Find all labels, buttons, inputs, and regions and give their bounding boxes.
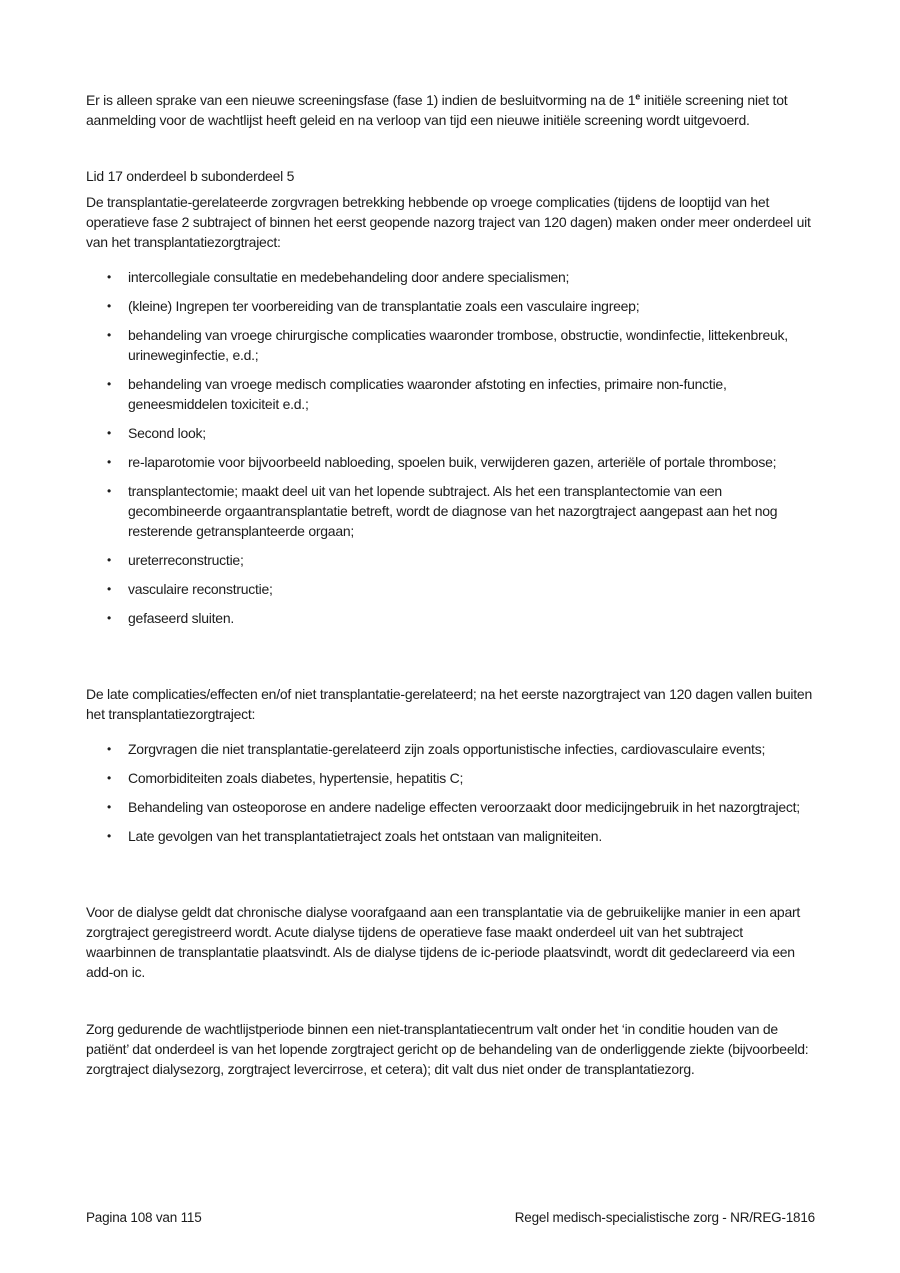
list-item-text: re-laparotomie voor bijvoorbeeld nabloeding, spoelen buik, verwijderen gazen, arteriële of portale thrombose; [128, 454, 777, 470]
early-complications-list [86, 267, 816, 628]
bullet-icon [107, 423, 128, 443]
list-item [86, 550, 816, 570]
list-item-text: intercollegiale consultatie en medebehandeling door andere specialismen; [128, 269, 570, 285]
list-item-text: gefaseerd sluiten. [128, 610, 235, 626]
list-item [86, 374, 816, 414]
list-item [86, 579, 816, 599]
bullet-icon [107, 608, 128, 628]
list-item [86, 481, 816, 541]
list-item [86, 452, 816, 472]
list-item-text: behandeling van vroege chirurgische complicaties waaronder trombose, obstructie, wondinfectie, littekenbreuk, urineweginfectie, e.d.; [128, 327, 788, 363]
late-complications-intro: De late complicaties/effecten en/of niet transplantatie-gerelateerd; na het eerste nazorgtraject van 120 dagen vallen buiten het transplantatiezorgtraject: [86, 686, 813, 722]
intro-text-after-superscript: initiële screening niet tot aanmelding voor de wachtlijst heeft geleid en na verloop van tijd een nieuwe initiële screening wordt uitgevoerd. [86, 92, 788, 128]
section-heading: Lid 17 onderdeel b subonderdeel 5 [86, 168, 295, 184]
bullet-icon [107, 267, 128, 287]
list-item [86, 423, 816, 443]
bullet-icon [107, 768, 128, 788]
intro-paragraph [86, 90, 816, 130]
list-item [86, 797, 816, 817]
document-content [86, 90, 816, 1079]
bullet-icon [107, 452, 128, 472]
list-item-text: Behandeling van osteoporose en andere nadelige effecten veroorzaakt door medicijngebruik in het nazorgtraject; [128, 799, 800, 815]
bullet-icon [107, 550, 128, 570]
bullet-icon [107, 739, 128, 759]
waitlist-paragraph: Zorg gedurende de wachtlijstperiode binnen een niet-transplantatiecentrum valt onder het ‘in conditie houden van de patiënt’ dat onderdeel is van het lopende zorgtraject gericht op de behandeling van de onderliggende ziekte (bijvoorbeeld: zorgtraject dialysezorg, zorgtraject levercirrose, et cetera); dit valt dus niet onder de transplantatiezorg. [86, 1021, 809, 1077]
intro-text-before-superscript: Er is alleen sprake van een nieuwe screeningsfase (fase 1) indien de besluitvorming na de 1 [86, 92, 636, 108]
bullet-icon [107, 296, 128, 316]
list-item-text: ureterreconstructie; [128, 552, 244, 568]
list-item-text: (kleine) Ingrepen ter voorbereiding van de transplantatie zoals een vasculaire ingreep; [128, 298, 640, 314]
early-complications-intro: De transplantatie-gerelateerde zorgvragen betrekking hebbende op vroege complicaties (tijdens de looptijd van het operatieve fase 2 subtraject of binnen het eerst geopende nazorg traject van 120 dagen) maken onder meer onderdeel uit van het transplantatiezorgtraject: [86, 194, 811, 250]
page-footer [86, 1208, 815, 1228]
list-item [86, 608, 816, 628]
list-item-text: Second look; [128, 425, 206, 441]
list-item [86, 826, 816, 846]
bullet-icon [107, 797, 128, 817]
list-item-text: Late gevolgen van het transplantatietraject zoals het ontstaan van maligniteiten. [128, 828, 602, 844]
late-complications-list [86, 739, 816, 846]
footer-page-number: Pagina 108 van 115 [86, 1210, 202, 1225]
list-item-text: vasculaire reconstructie; [128, 581, 273, 597]
list-item-text: behandeling van vroege medisch complicaties waaronder afstoting en infecties, primaire non-functie, geneesmiddelen toxiciteit e.d.; [128, 376, 727, 412]
list-item [86, 325, 816, 365]
list-item [86, 267, 816, 287]
list-item-text: Comorbiditeiten zoals diabetes, hypertensie, hepatitis C; [128, 770, 464, 786]
bullet-icon [107, 325, 128, 365]
dialysis-paragraph: Voor de dialyse geldt dat chronische dialyse voorafgaand aan een transplantatie via de gebruikelijke manier in een apart zorgtraject geregistreerd wordt. Acute dialyse tijdens de operatieve fase maakt onderdeel uit van het subtraject waarbinnen de transplantatie plaatsvindt. Als de dialyse tijdens de ic-periode plaatsvindt, wordt dit gedeclareerd via een add-on ic. [86, 904, 801, 980]
list-item [86, 296, 816, 316]
list-item [86, 768, 816, 788]
bullet-icon [107, 374, 128, 414]
list-item-text: Zorgvragen die niet transplantatie-gerelateerd zijn zoals opportunistische infecties, cardiovasculaire events; [128, 741, 766, 757]
bullet-icon [107, 579, 128, 599]
footer-document-title: Regel medisch-specialistische zorg - NR/REG-1816 [514, 1210, 815, 1225]
bullet-icon [107, 826, 128, 846]
list-item [86, 739, 816, 759]
list-item-text: transplantectomie; maakt deel uit van het lopende subtraject. Als het een transplantectomie van een gecombineerde orgaantransplantatie betreft, wordt de diagnose van het nazorgtraject aangepast aan het nog resterende getransplanteerde orgaan; [128, 483, 778, 539]
bullet-icon [107, 481, 128, 541]
ordinal-superscript: e [635, 91, 641, 102]
